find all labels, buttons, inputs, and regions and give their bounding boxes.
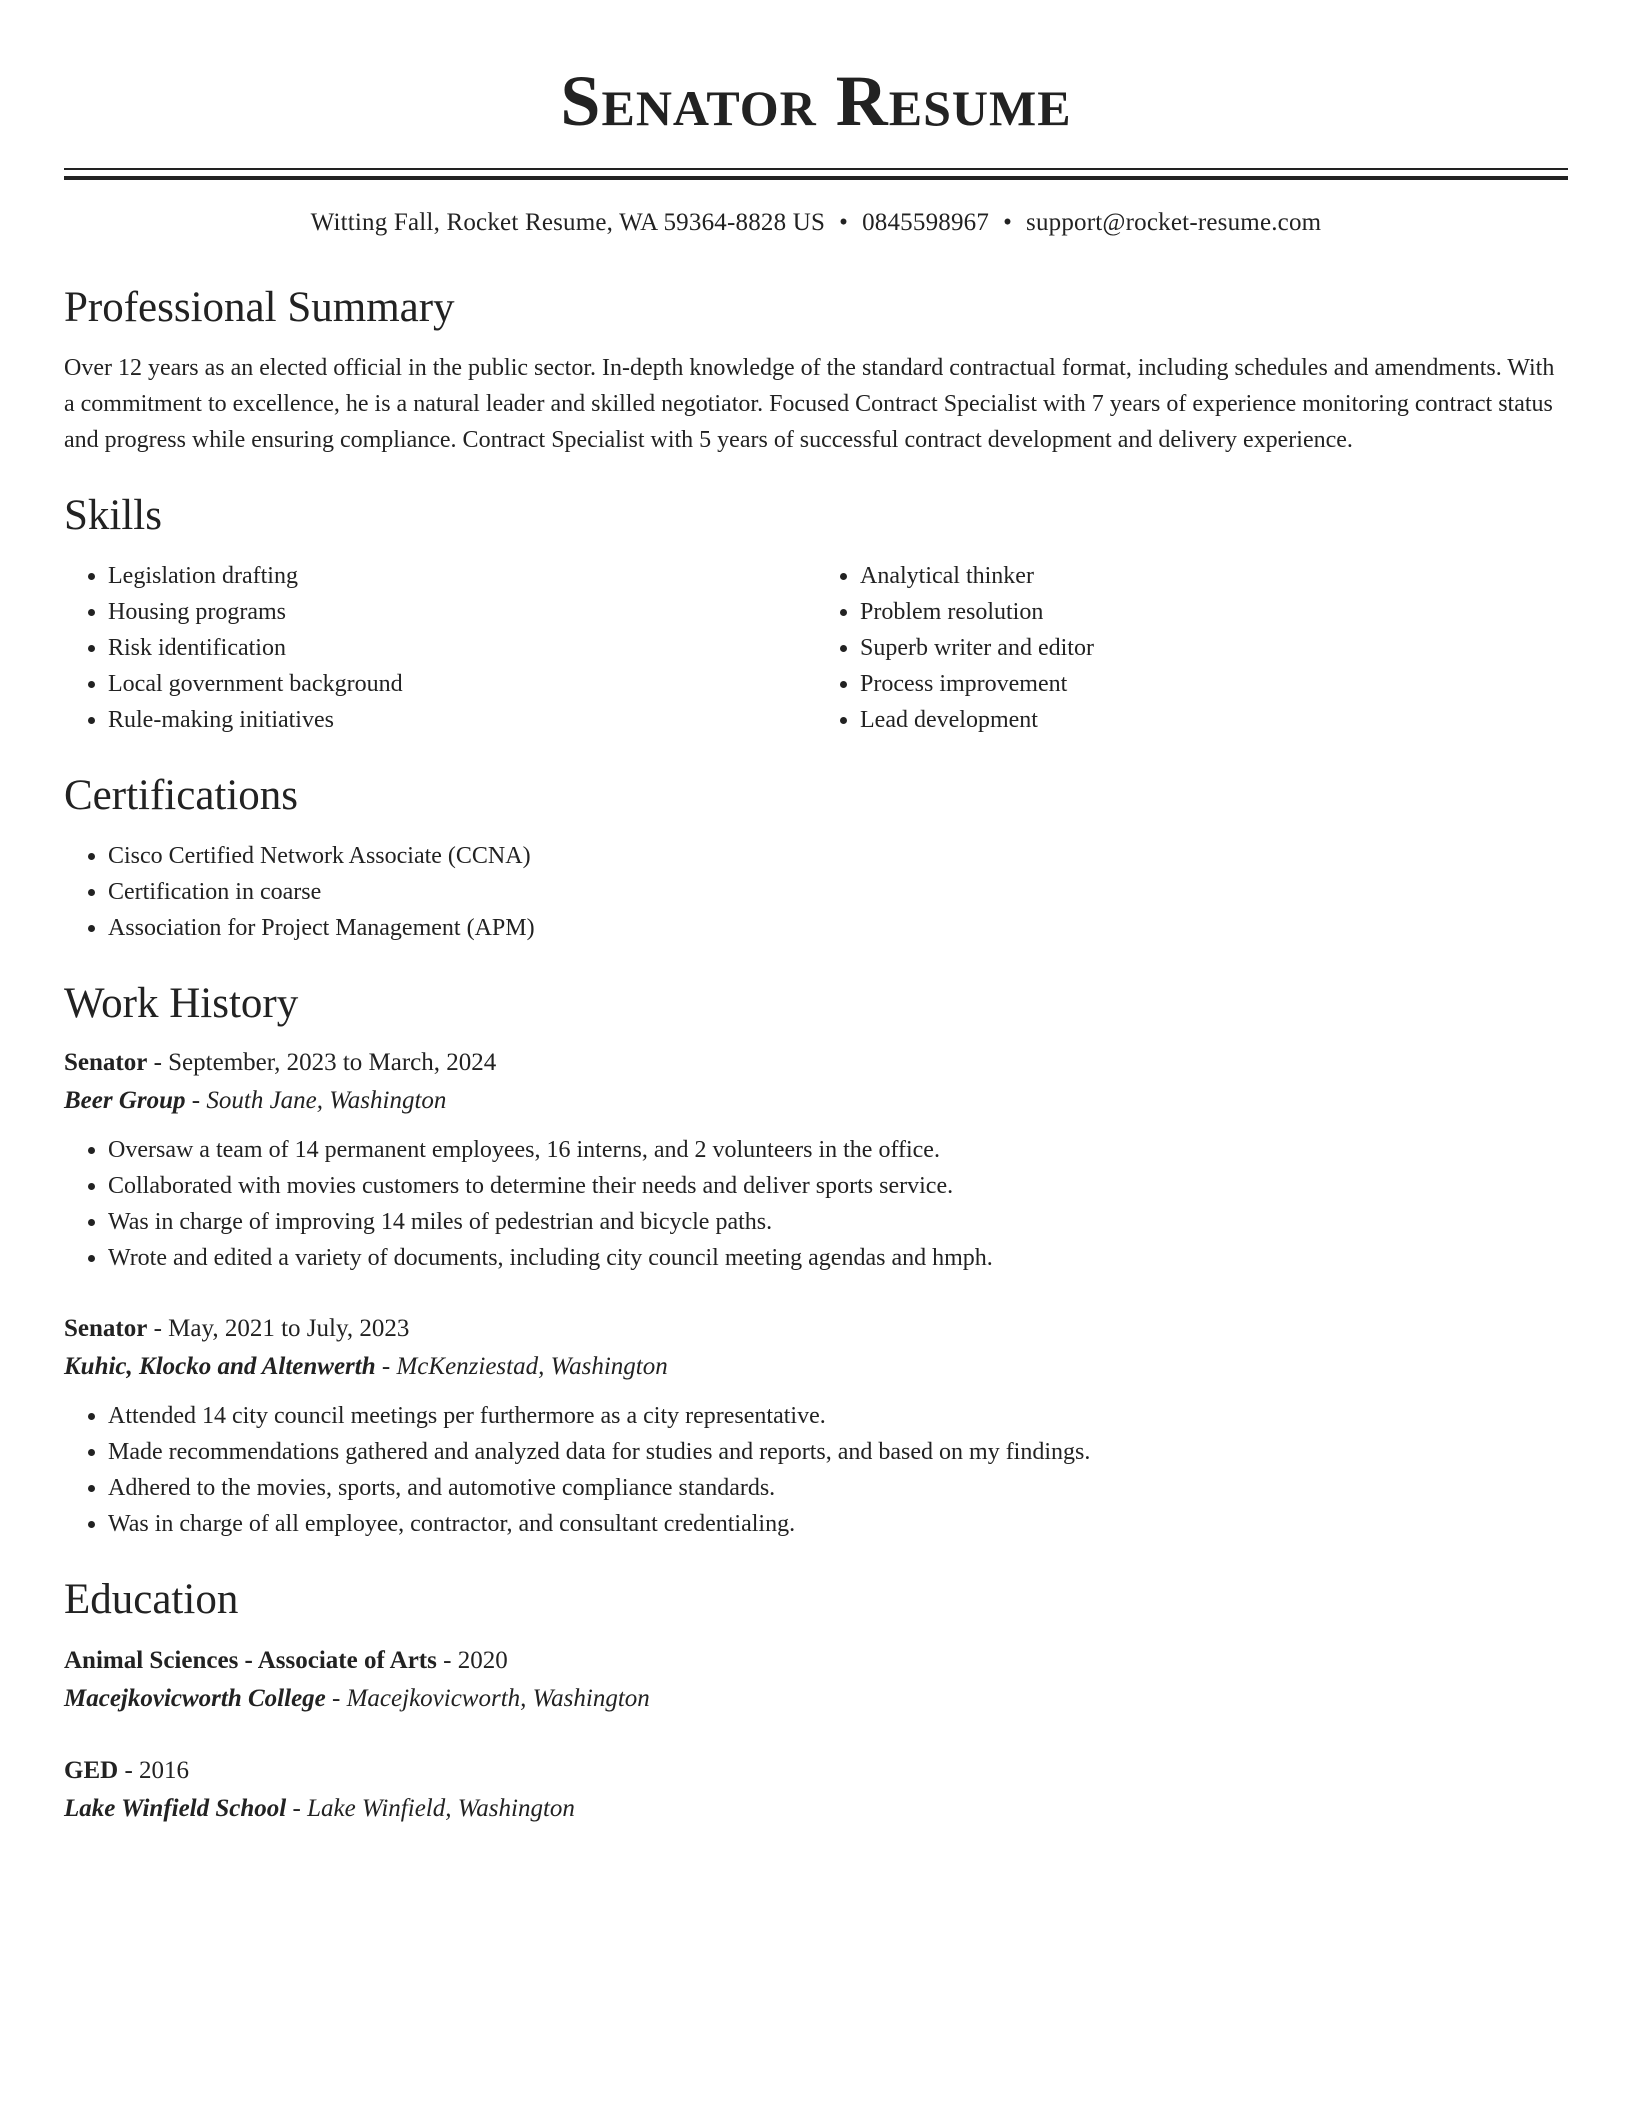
skill-item: • Legislation drafting <box>108 558 816 594</box>
section-heading-education: Education <box>64 1576 239 1623</box>
skill-item: • Problem resolution <box>860 594 1568 630</box>
job-org-line <box>64 1348 1568 1386</box>
job-bullet: • Oversaw a team of 14 permanent employees, 16 interns, and 2 volunteers in the office. <box>108 1132 1568 1168</box>
job-title-line <box>64 1310 1568 1348</box>
title-divider-thin <box>64 168 1568 170</box>
job-bullet: • Made recommendations gathered and analyzed data for studies and reports, and based on my findings. <box>108 1434 1568 1470</box>
education-title-line <box>64 1642 1568 1680</box>
education-dash: - <box>286 1795 308 1822</box>
job-dash: - <box>185 1087 207 1114</box>
section-heading-summary: Professional Summary <box>64 284 455 331</box>
education-org-line <box>64 1790 1568 1828</box>
education-school: Macejkovicworth College <box>64 1685 326 1712</box>
contact-address: Witting Fall, Rocket Resume, WA 59364-8828 US <box>310 209 826 236</box>
education-year: 2020 <box>457 1647 508 1674</box>
skill-item: • Process improvement <box>860 666 1568 702</box>
skills-list-left <box>64 558 816 738</box>
education-entry <box>64 1642 1568 1718</box>
skill-item: • Local government background <box>108 666 816 702</box>
job-title-line <box>64 1044 1568 1082</box>
skills-list-right <box>816 558 1568 738</box>
contact-separator: • <box>1003 209 1013 236</box>
certifications-list <box>64 838 1568 946</box>
education-entry <box>64 1752 1568 1828</box>
education-location: Macejkovicworth, Washington <box>346 1685 650 1712</box>
education-degree: GED <box>64 1757 119 1784</box>
job-bullets <box>64 1132 1568 1276</box>
job-bullets <box>64 1398 1568 1542</box>
section-heading-work-history: Work History <box>64 980 299 1027</box>
education-dash: - <box>436 1647 458 1674</box>
job-location: McKenziestad, Washington <box>396 1353 668 1380</box>
skill-item: • Housing programs <box>108 594 816 630</box>
job-entry <box>64 1310 1568 1542</box>
job-title: Senator <box>64 1049 148 1076</box>
job-org-line <box>64 1082 1568 1120</box>
job-location: South Jane, Washington <box>206 1087 447 1114</box>
resume-title: Senator Resume <box>560 61 1072 141</box>
section-heading-skills: Skills <box>64 492 162 539</box>
resume-page <box>64 0 1568 1828</box>
job-dash: - <box>147 1049 169 1076</box>
job-dash: - <box>147 1315 169 1342</box>
contact-phone: 0845598967 <box>862 209 990 236</box>
skill-item: • Risk identification <box>108 630 816 666</box>
skill-item: • Rule-making initiatives <box>108 702 816 738</box>
education-dash: - <box>118 1757 140 1784</box>
job-dash: - <box>375 1353 397 1380</box>
job-title: Senator <box>64 1315 148 1342</box>
job-bullet: • Collaborated with movies customers to determine their needs and deliver sports service. <box>108 1168 1568 1204</box>
job-bullet: • Adhered to the movies, sports, and automotive compliance standards. <box>108 1470 1568 1506</box>
contact-email: support@rocket-resume.com <box>1026 209 1322 236</box>
title-divider-thick <box>64 176 1568 180</box>
skill-item: • Superb writer and editor <box>860 630 1568 666</box>
education-location: Lake Winfield, Washington <box>307 1795 575 1822</box>
education-degree: Animal Sciences - Associate of Arts <box>64 1647 437 1674</box>
section-heading-certifications: Certifications <box>64 772 299 819</box>
education-school: Lake Winfield School <box>64 1795 287 1822</box>
education-org-line <box>64 1680 1568 1718</box>
education-year: 2016 <box>139 1757 190 1784</box>
job-bullet: • Was in charge of improving 14 miles of pedestrian and bicycle paths. <box>108 1204 1568 1240</box>
job-dates: May, 2021 to July, 2023 <box>168 1315 410 1342</box>
job-bullet: • Wrote and edited a variety of documents, including city council meeting agendas and hmph. <box>108 1240 1568 1276</box>
skill-item: • Lead development <box>860 702 1568 738</box>
job-company: Kuhic, Klocko and Altenwerth <box>64 1353 376 1380</box>
certification-item: • Certification in coarse <box>108 874 1568 910</box>
education-title-line <box>64 1752 1568 1790</box>
contact-line <box>64 206 1568 240</box>
skills-grid <box>64 558 1568 738</box>
job-entry <box>64 1044 1568 1276</box>
job-bullet: • Was in charge of all employee, contractor, and consultant credentialing. <box>108 1506 1568 1542</box>
skill-item: • Analytical thinker <box>860 558 1568 594</box>
job-dates: September, 2023 to March, 2024 <box>168 1049 497 1076</box>
job-bullet: • Attended 14 city council meetings per furthermore as a city representative. <box>108 1398 1568 1434</box>
job-company: Beer Group <box>64 1087 186 1114</box>
contact-separator: • <box>839 209 849 236</box>
education-dash: - <box>325 1685 347 1712</box>
certification-item: • Association for Project Management (APM) <box>108 910 1568 946</box>
summary-text: Over 12 years as an elected official in the public sector. In-depth knowledge of the standard contractual format, including schedules and amendments. With a commitment to excellence, he is a natural leader and skilled negotiator. Focused Contract Specialist with 7 years of experience monitoring contract status and progress while ensuring compliance. Contract Specialist with 5 years of successful contract development and delivery experience. <box>64 355 1555 453</box>
certification-item: • Cisco Certified Network Associate (CCNA) <box>108 838 1568 874</box>
